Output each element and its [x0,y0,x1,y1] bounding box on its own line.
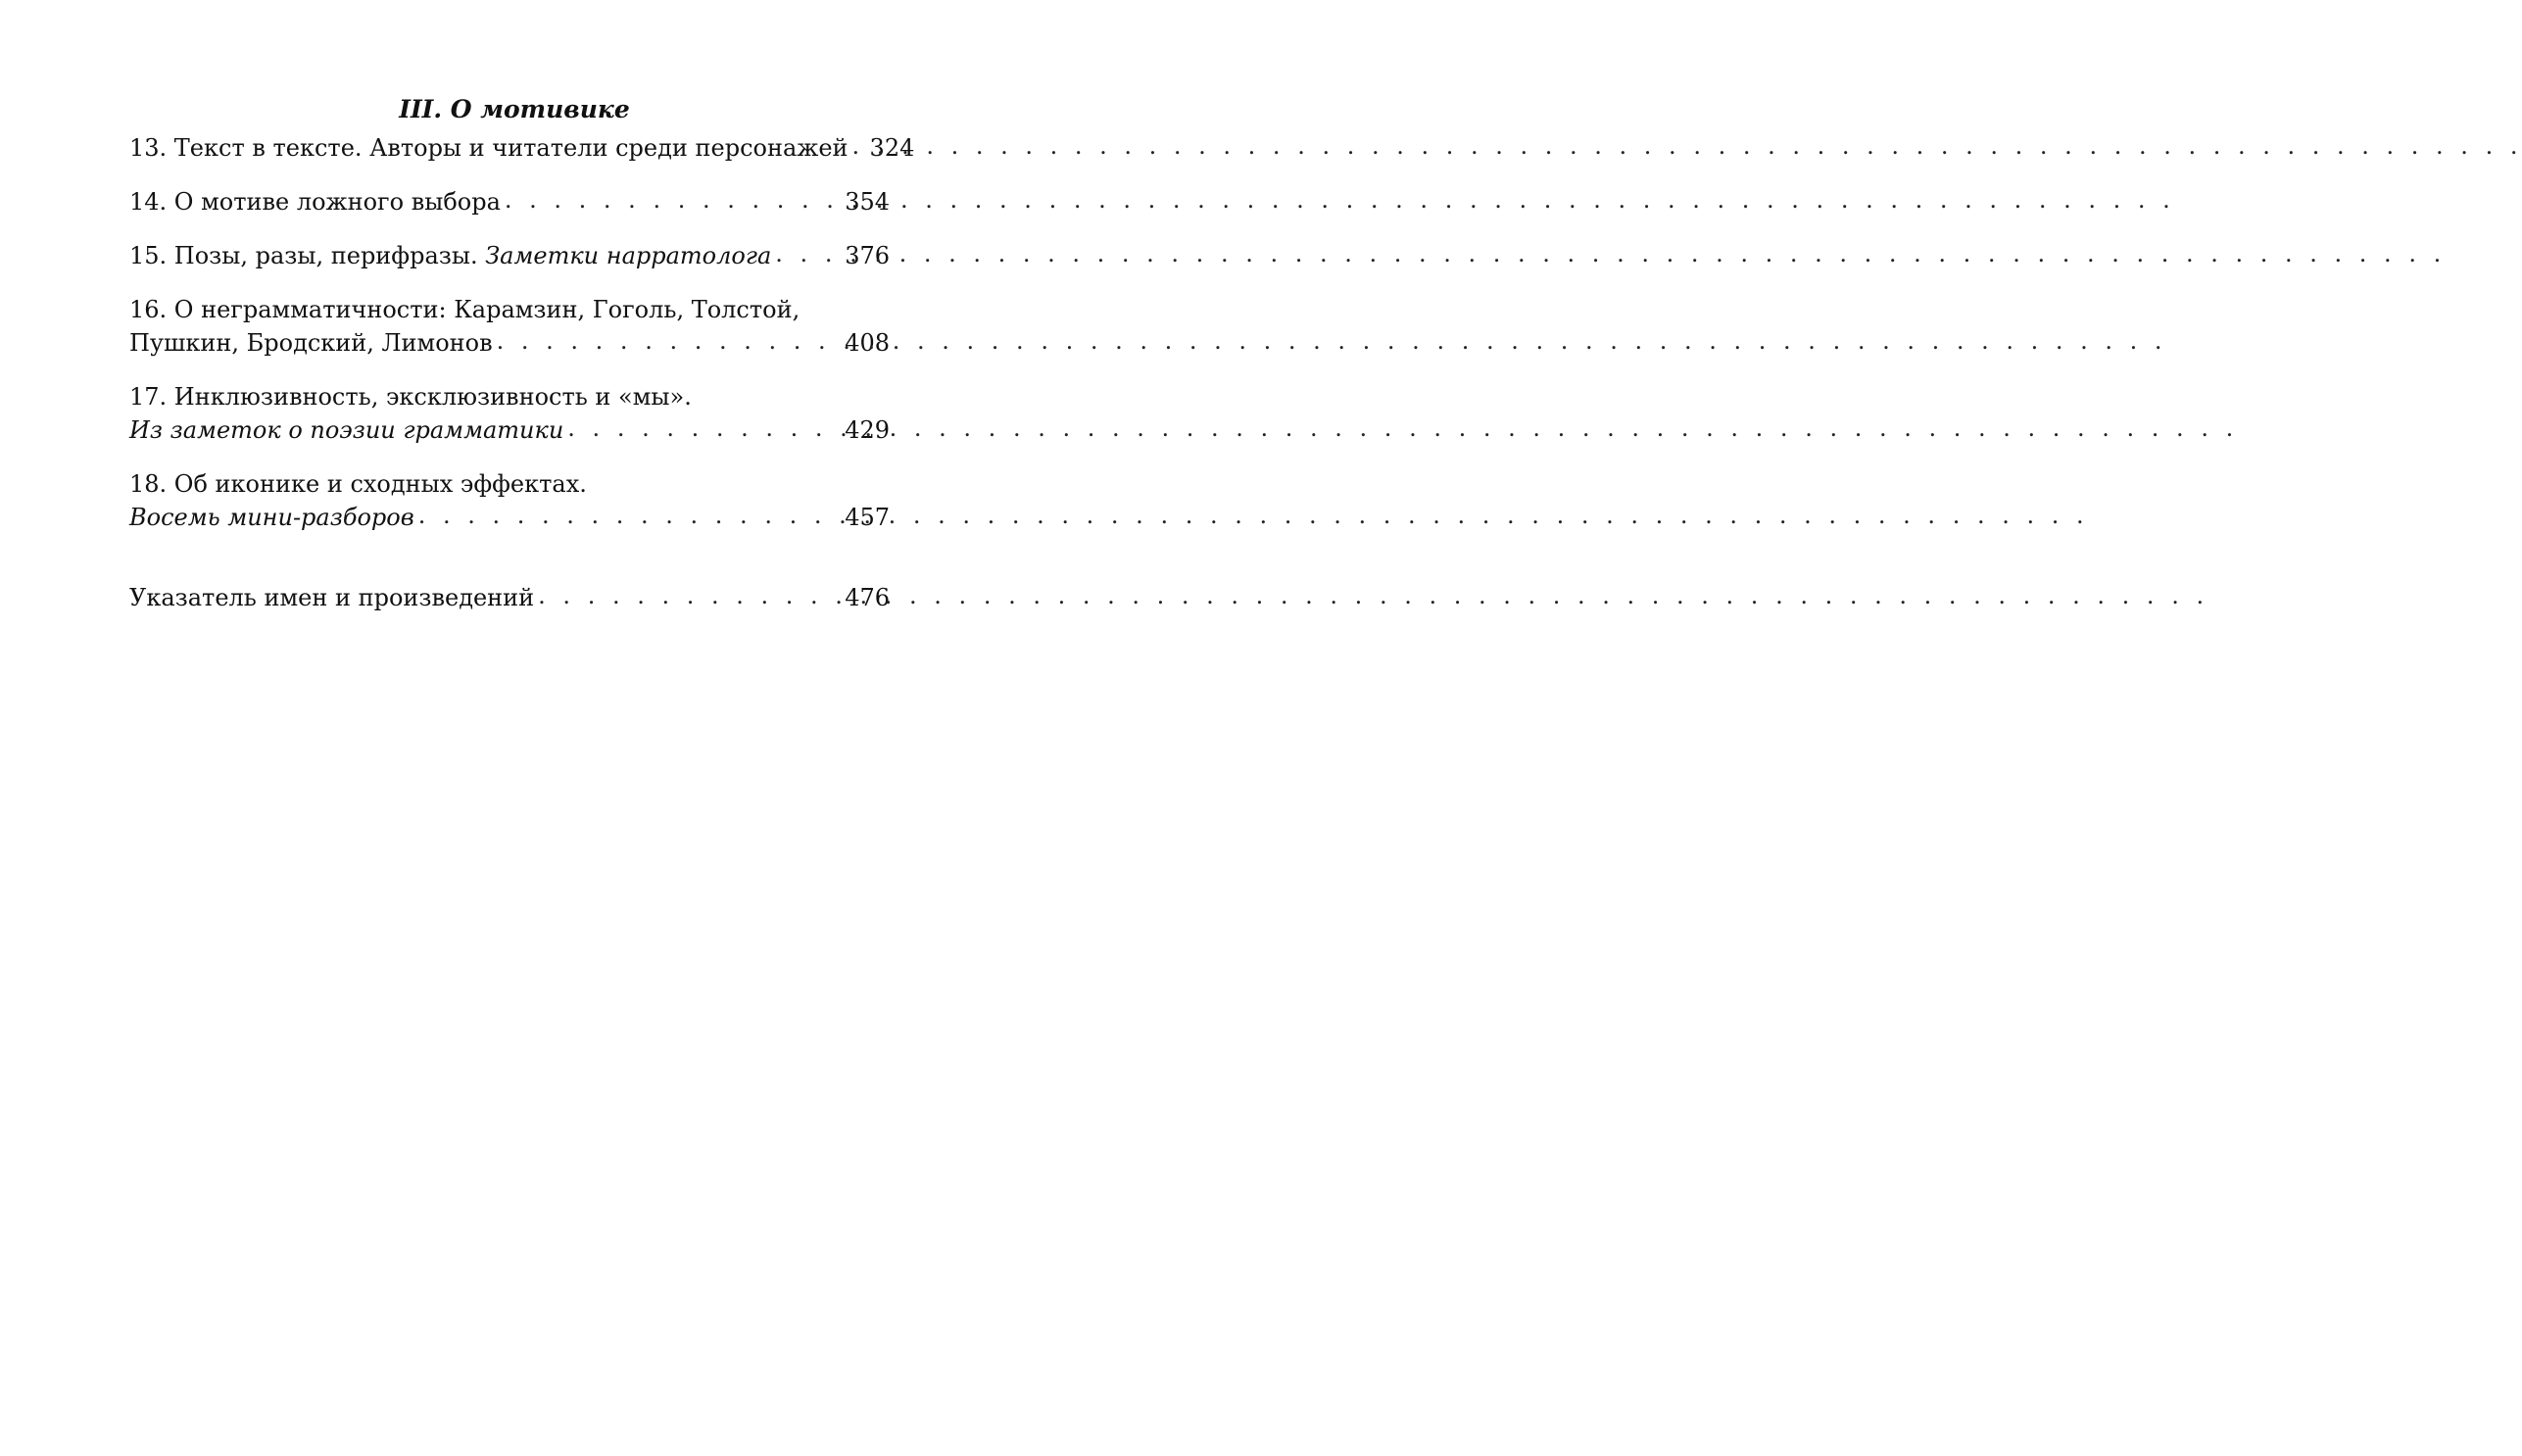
dot-leader [567,412,841,445]
toc-entry-title [129,581,534,614]
toc-entry-line [129,131,915,165]
toc-entry-text: Пушкин, Бродский, Лимонов [129,329,493,357]
toc-page-number: 457 [845,504,890,531]
toc-entry-text: 13. Текст в тексте. Авторы и читатели среди персонажей [129,134,849,162]
dot-leader [505,183,841,217]
dot-leader [538,579,841,612]
toc-entry-15 [129,239,890,272]
toc-entry-title [129,501,414,534]
toc-page-number: 324 [869,134,915,162]
table-of-contents [129,92,915,635]
toc-entry-line [129,413,890,447]
dot-leader [418,499,841,532]
toc-entry-title [129,131,849,165]
toc-entry-13 [129,131,915,165]
section-title: III. О мотивике [399,95,630,123]
toc-entry-text: 15. Позы, разы, перифразы. [129,242,486,269]
toc-entry-line [129,239,890,272]
toc-entry-subtitle: Восемь мини-разборов [129,504,414,531]
dot-leader [775,237,841,270]
toc-entry-18 [129,467,890,534]
toc-entry-14 [129,185,890,218]
toc-entry-line [129,326,890,360]
toc-entry-17 [129,380,890,447]
toc-page-number: 429 [845,416,890,444]
toc-page-number: 408 [845,329,890,357]
toc-entry-first-line: 18. Об иконике и сходных эффектах. [129,470,587,498]
toc-page-number: 354 [845,188,890,216]
toc-entry-line [129,185,890,218]
toc-entry-title [129,326,493,360]
toc-entry-text: Указатель имен и произведений [129,584,535,611]
toc-entry-text: 14. О мотиве ложного выбора [129,188,501,216]
toc-entry-subtitle: Из заметок о поэзии грамматики [129,416,564,444]
toc-entry-title [129,185,501,218]
toc-entry-line [129,581,890,614]
dot-leader [852,129,866,163]
toc-page-number: 376 [845,242,890,269]
toc-entry-index [129,581,890,614]
toc-entry-16 [129,293,890,360]
toc-entry-first-line: 17. Инклюзивность, эксклюзивность и «мы». [129,383,692,411]
toc-page-number: 476 [845,584,890,611]
dot-leader [497,324,842,358]
toc-entry-title [129,239,771,272]
toc-entry-first-line: 16. О неграмматичности: Карамзин, Гоголь, Толстой, [129,296,800,323]
toc-entry-title [129,413,563,447]
toc-entry-line [129,501,890,534]
toc-entry-subtitle: Заметки нарратолога [485,242,772,269]
